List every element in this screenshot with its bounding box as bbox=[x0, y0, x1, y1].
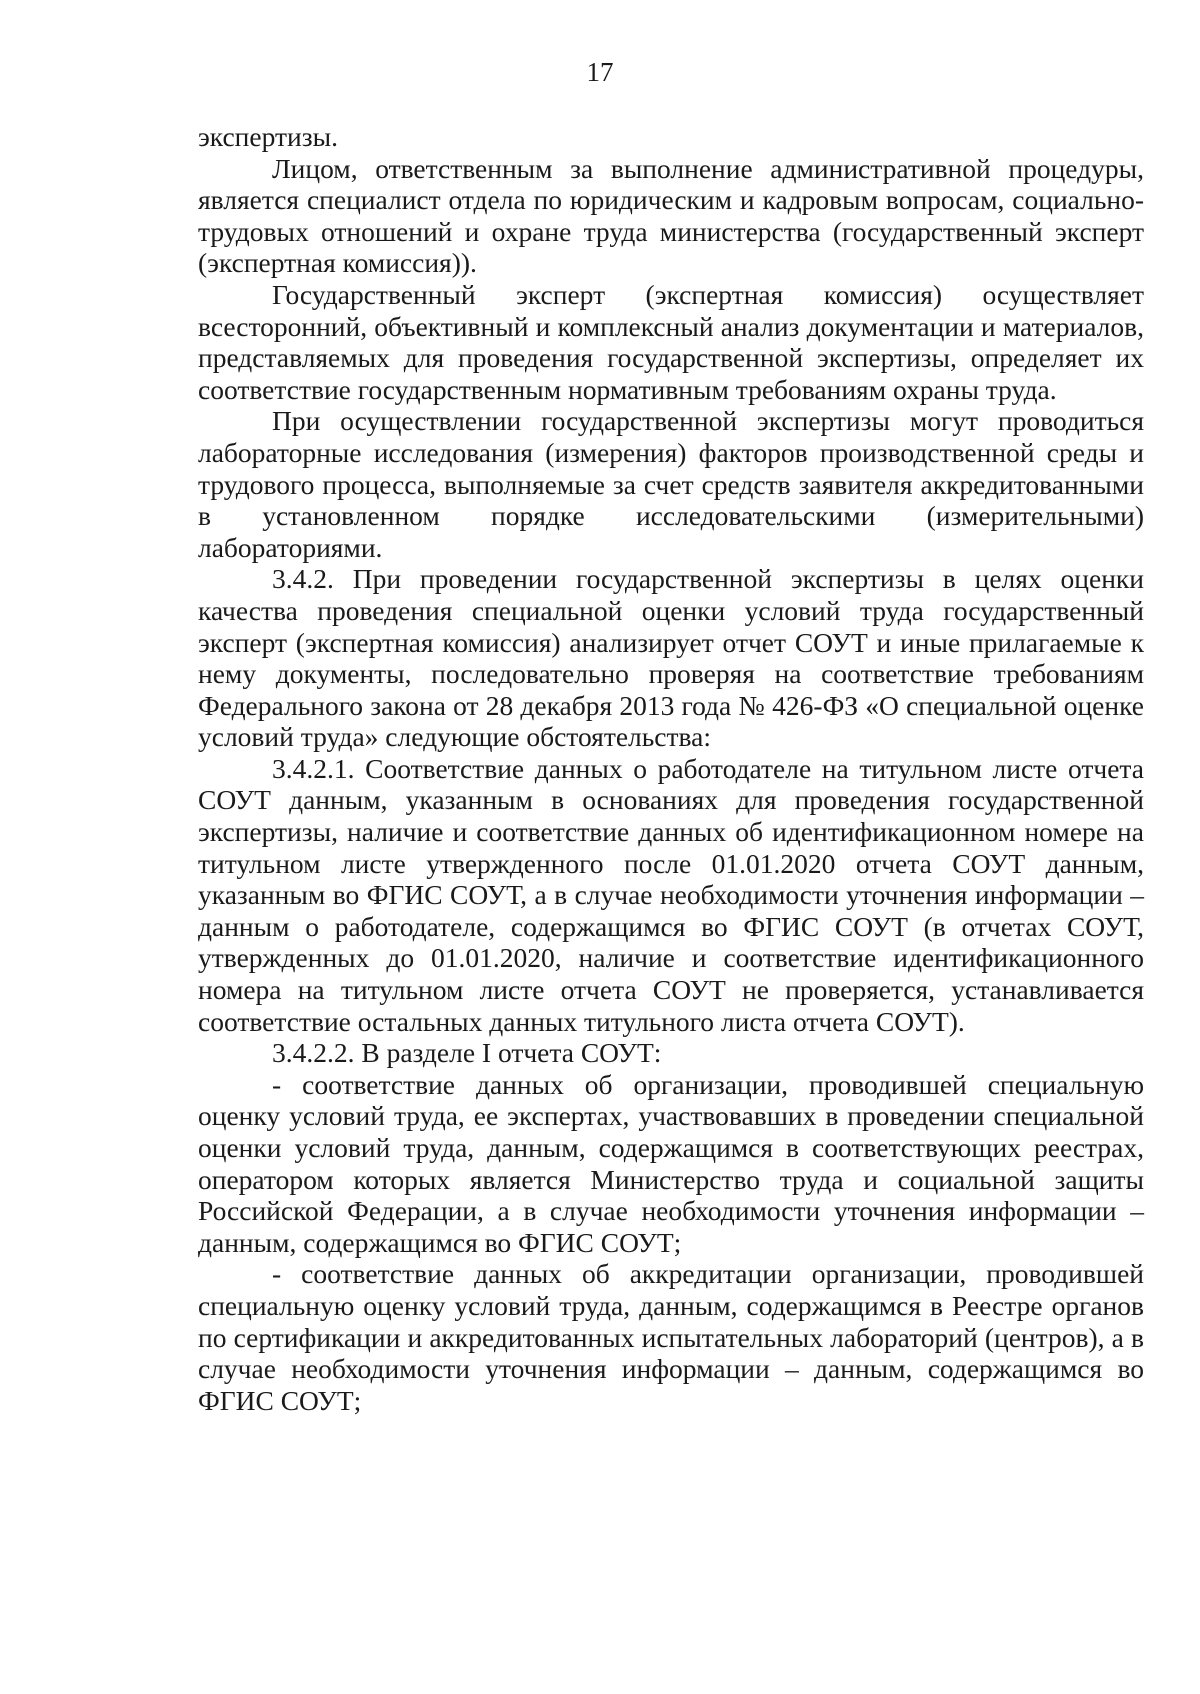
page-number: 17 bbox=[586, 57, 614, 87]
paragraph-1: экспертизы. bbox=[198, 121, 338, 152]
paragraph-4: При осуществлении государственной экспертизы могут проводиться лабораторные исследования (измерения) факторов производственной среды и трудового процесса, выполняемые за счет средств заявителя аккредитованными в установленном порядке исследовательскими (измерительными) лабораториями. bbox=[198, 405, 1144, 563]
document-body bbox=[198, 121, 1144, 1416]
paragraph-2: Лицом, ответственным за выполнение административной процедуры, является специалист отдела по юридическим и кадровым вопросам, социально-трудовых отношений и охране труда министерства (государственный эксперт (экспертная комиссия)). bbox=[198, 152, 1144, 279]
paragraph-3: Государственный эксперт (экспертная комиссия) осуществляет всесторонний, объективный и комплексный анализ документации и материалов, представляемых для проведения государственной экспертизы, определяет их соответствие государственным нормативным требованиям охраны труда. bbox=[198, 278, 1144, 405]
paragraph-7: 3.4.2.2. В разделе I отчета СОУТ: bbox=[272, 1037, 662, 1069]
paragraph-6: 3.4.2.1. Соответствие данных о работодателе на титульном листе отчета СОУТ данным, указанным в основаниях для проведения государственной экспертизы, наличие и соответствие данных об идентификационном номере на титульном листе утвержденного после 01.01.2020 отчета СОУТ данным, указанным во ФГИС СОУТ, а в случае необходимости уточнения информации – данным о работодателе, содержащимся во ФГИС СОУТ (в отчетах СОУТ, утвержденных до 01.01.2020, наличие и соответствие идентификационного номера на титульном листе отчета СОУТ не проверяется, устанавливается соответствие остальных данных титульного листа отчета СОУТ). bbox=[198, 752, 1144, 1037]
paragraph-5: 3.4.2. При проведении государственной экспертизы в целях оценки качества проведения специальной оценки условий труда государственный эксперт (экспертная комиссия) анализирует отчет СОУТ и иные прилагаемые к нему документы, последовательно проверяя на соответствие требованиям Федерального закона от 28 декабря 2013 года № 426-ФЗ «О специальной оценке условий труда» следующие обстоятельства: bbox=[198, 563, 1144, 753]
paragraph-8: - соответствие данных об организации, проводившей специальную оценку условий труда, ее экспертах, участвовавших в проведении специальной оценки условий труда, данным, содержащимся в соответствующих реестрах, оператором которых является Министерство труда и социальной защиты Российской Федерации, а в случае необходимости уточнения информации – данным, содержащимся во ФГИС СОУТ; bbox=[198, 1068, 1144, 1258]
paragraph-9: - соответствие данных об аккредитации организации, проводившей специальную оценку условий труда, данным, содержащимся в Реестре органов по сертификации и аккредитованных испытательных лабораторий (центров), а в случае необходимости уточнения информации – данным, содержащимся во ФГИС СОУТ; bbox=[198, 1258, 1144, 1416]
